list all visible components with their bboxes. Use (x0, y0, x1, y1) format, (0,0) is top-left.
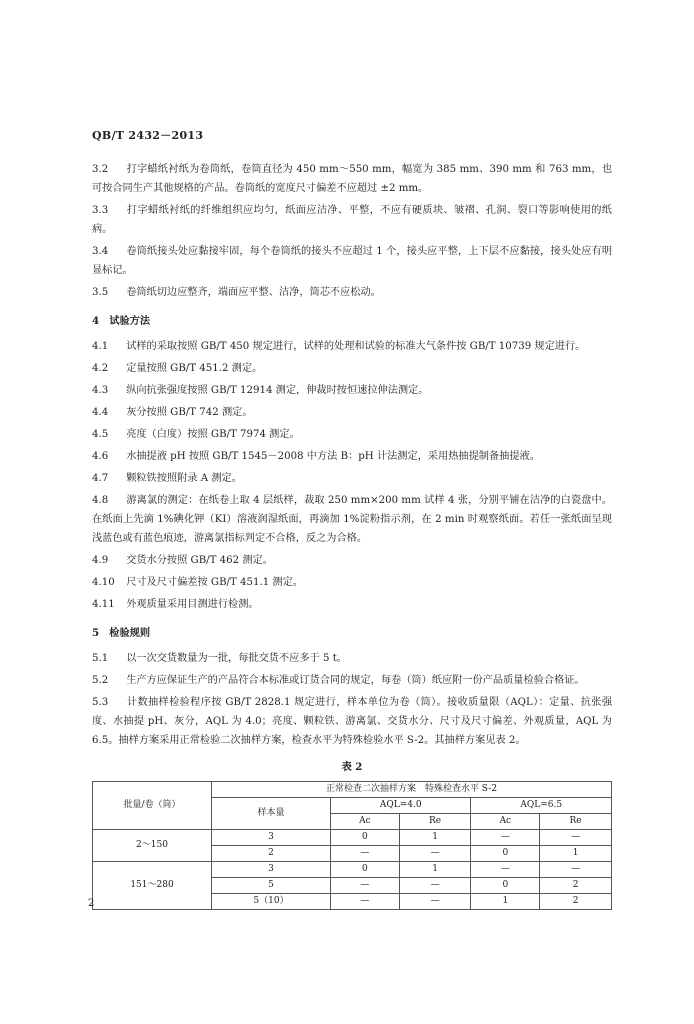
header-re: Re (399, 814, 471, 830)
cell-ac1: 0 (331, 862, 400, 878)
document-body (92, 160, 612, 910)
clause-number: 5.2 (92, 675, 109, 686)
clause-number: 4.4 (92, 407, 109, 418)
clause-text: 试样的采取按照 GB/T 450 规定进行，试样的处理和试验的标准大气条件按 GB/T 10739 规定进行。 (126, 341, 586, 352)
clause-number: 4.6 (92, 451, 109, 462)
cell-ac1: — (331, 878, 400, 894)
cell-ac2: 0 (471, 878, 540, 894)
clause-text: 定量按照 GB/T 451.2 测定。 (126, 363, 263, 374)
clause-number: 4.11 (92, 599, 115, 610)
header-re: Re (540, 814, 612, 830)
cell-re1: 1 (399, 830, 471, 846)
clause-text: 灰分按照 GB/T 742 测定。 (126, 407, 253, 418)
clause-number: 4.3 (92, 385, 109, 396)
clause-paragraph (92, 573, 612, 592)
cell-n: 3 (212, 830, 331, 846)
clause-number: 5.3 (92, 697, 109, 708)
clause-number: 3.2 (92, 164, 109, 175)
clause-text: 外观质量采用目测进行检测。 (126, 599, 259, 610)
header-ac: Ac (471, 814, 540, 830)
clause-paragraph (92, 551, 612, 570)
header-ac: Ac (331, 814, 400, 830)
cell-re2: 1 (540, 846, 612, 862)
clause-text: 纵向抗张强度按照 GB/T 12914 测定，伸裁时按恒速拉伸法测定。 (126, 385, 429, 396)
table-row (93, 862, 612, 878)
clause-paragraph (92, 381, 612, 400)
section-heading-5: 5 检验规则 (92, 627, 151, 639)
cell-n: 3 (212, 862, 331, 878)
header-sample-size: 样本量 (212, 798, 331, 830)
clause-number: 4.9 (92, 555, 109, 566)
cell-ac2: — (471, 830, 540, 846)
clause-number: 3.5 (92, 287, 109, 298)
cell-batch: 151～280 (93, 862, 212, 910)
cell-re2: 2 (540, 894, 612, 910)
clause-number: 3.4 (92, 246, 109, 257)
clause-text: 打字蜡纸衬纸为卷筒纸，卷筒直径为 450 mm～550 mm，幅宽为 385 mm、390 mm 和 763 mm，也可按合同生产其他规格的产品。卷筒纸的宽度尺寸偏差不应超过 ±2 mm。 (92, 164, 613, 194)
clause-paragraph (92, 403, 612, 422)
clause-paragraph (92, 160, 612, 198)
clause-list-3 (92, 160, 612, 302)
clause-number: 3.3 (92, 205, 109, 216)
cell-batch: 2～150 (93, 830, 212, 862)
clause-number: 4.8 (92, 495, 109, 506)
clause-text: 卷筒纸接头处应黏接牢固，每个卷筒纸的接头不应超过 1 个，接头应平整，上下层不应黏接，接头处应有明显标记。 (92, 246, 612, 276)
cell-ac1: — (331, 894, 400, 910)
table-row (93, 830, 612, 846)
cell-re1: — (399, 878, 471, 894)
cell-re1: — (399, 894, 471, 910)
clause-text: 游离氯的测定：在纸卷上取 4 层纸样，裁取 250 mm×200 mm 试样 4 张，分别平铺在洁净的白瓷盘中。在纸面上先滴 1%碘化钾（KI）溶液润湿纸面，再滴加 1%淀粉指示剂，在 2 min 时观察纸面。若任一张纸面呈现浅蓝色或有蓝色痕迹，游离氯指标判定不合格，反之为合格。 (92, 495, 613, 544)
clause-text: 生产方应保证生产的产品符合本标准或订货合同的规定，每卷（筒）纸应附一份产品质量检验合格证。 (126, 675, 585, 686)
clause-text: 亮度（白度）按照 GB/T 7974 测定。 (126, 429, 300, 440)
clause-text: 计数抽样检验程序按 GB/T 2828.1 规定进行，样本单位为卷（筒）。接收质量限（AQL）：定量、抗张强度、水抽提 pH、灰分，AQL 为 4.0；亮度、颗粒铁、游离氯、交货水分、尺寸及尺寸偏差、外观质量，AQL 为 6.5。抽样方案采用正常检验二次抽样方案，检查水平为特殊检验水平 S-2。其抽样方案见表 2。 (92, 697, 613, 746)
clause-paragraph (92, 447, 612, 466)
cell-re1: — (399, 846, 471, 862)
clause-paragraph (92, 337, 612, 356)
clause-text: 颗粒铁按照附录 A 测定。 (126, 473, 242, 484)
header-batch: 批量/卷（筒） (93, 782, 212, 830)
document-header: QB/T 2432－2013 (92, 129, 204, 142)
cell-re2: — (540, 862, 612, 878)
clause-number: 4.10 (92, 577, 115, 588)
table-caption: 表 2 (341, 761, 363, 773)
clause-list-4 (92, 337, 612, 614)
clause-paragraph (92, 693, 612, 750)
clause-number: 4.2 (92, 363, 109, 374)
cell-ac1: 0 (331, 830, 400, 846)
clause-text: 尺寸及尺寸偏差按 GB/T 451.1 测定。 (126, 577, 303, 588)
clause-number: 4.1 (92, 341, 109, 352)
cell-n: 2 (212, 846, 331, 862)
clause-paragraph (92, 595, 612, 614)
clause-list-5 (92, 649, 612, 750)
cell-re2: 2 (540, 878, 612, 894)
clause-text: 打字蜡纸衬纸的纤维组织应均匀，纸面应洁净、平整，不应有硬质块、皱褶、孔洞、裂口等影响使用的纸病。 (92, 205, 612, 235)
cell-re2: — (540, 830, 612, 846)
clause-paragraph (92, 425, 612, 444)
clause-paragraph (92, 469, 612, 488)
clause-paragraph (92, 671, 612, 690)
cell-ac2: — (471, 862, 540, 878)
clause-number: 4.7 (92, 473, 109, 484)
cell-ac2: 1 (471, 894, 540, 910)
header-aql-40: AQL=4.0 (331, 798, 471, 814)
clause-paragraph (92, 359, 612, 378)
cell-n: 5（10） (212, 894, 331, 910)
clause-paragraph (92, 242, 612, 280)
cell-ac1: — (331, 846, 400, 862)
header-aql-65: AQL=6.5 (471, 798, 612, 814)
clause-text: 卷筒纸切边应整齐，端面应平整、洁净，筒芯不应松动。 (126, 287, 381, 298)
clause-number: 4.5 (92, 429, 109, 440)
cell-re1: 1 (399, 862, 471, 878)
cell-ac2: 0 (471, 846, 540, 862)
sampling-table (92, 781, 612, 910)
clause-text: 交货水分按照 GB/T 462 测定。 (126, 555, 273, 566)
clause-paragraph (92, 201, 612, 239)
clause-paragraph (92, 649, 612, 668)
page-number: 2 (88, 898, 95, 909)
clause-paragraph (92, 491, 612, 548)
clause-number: 5.1 (92, 653, 109, 664)
clause-paragraph (92, 283, 612, 302)
section-heading-4: 4 试验方法 (92, 315, 151, 327)
cell-n: 5 (212, 878, 331, 894)
clause-text: 以一次交货数量为一批，每批交货不应多于 5 t。 (126, 653, 347, 664)
clause-text: 水抽提液 pH 按照 GB/T 1545－2008 中方法 B：pH 计法测定，采用热抽提制备抽提液。 (126, 451, 540, 462)
header-plan: 正常检查二次抽样方案 特殊检查水平 S-2 (212, 782, 612, 798)
